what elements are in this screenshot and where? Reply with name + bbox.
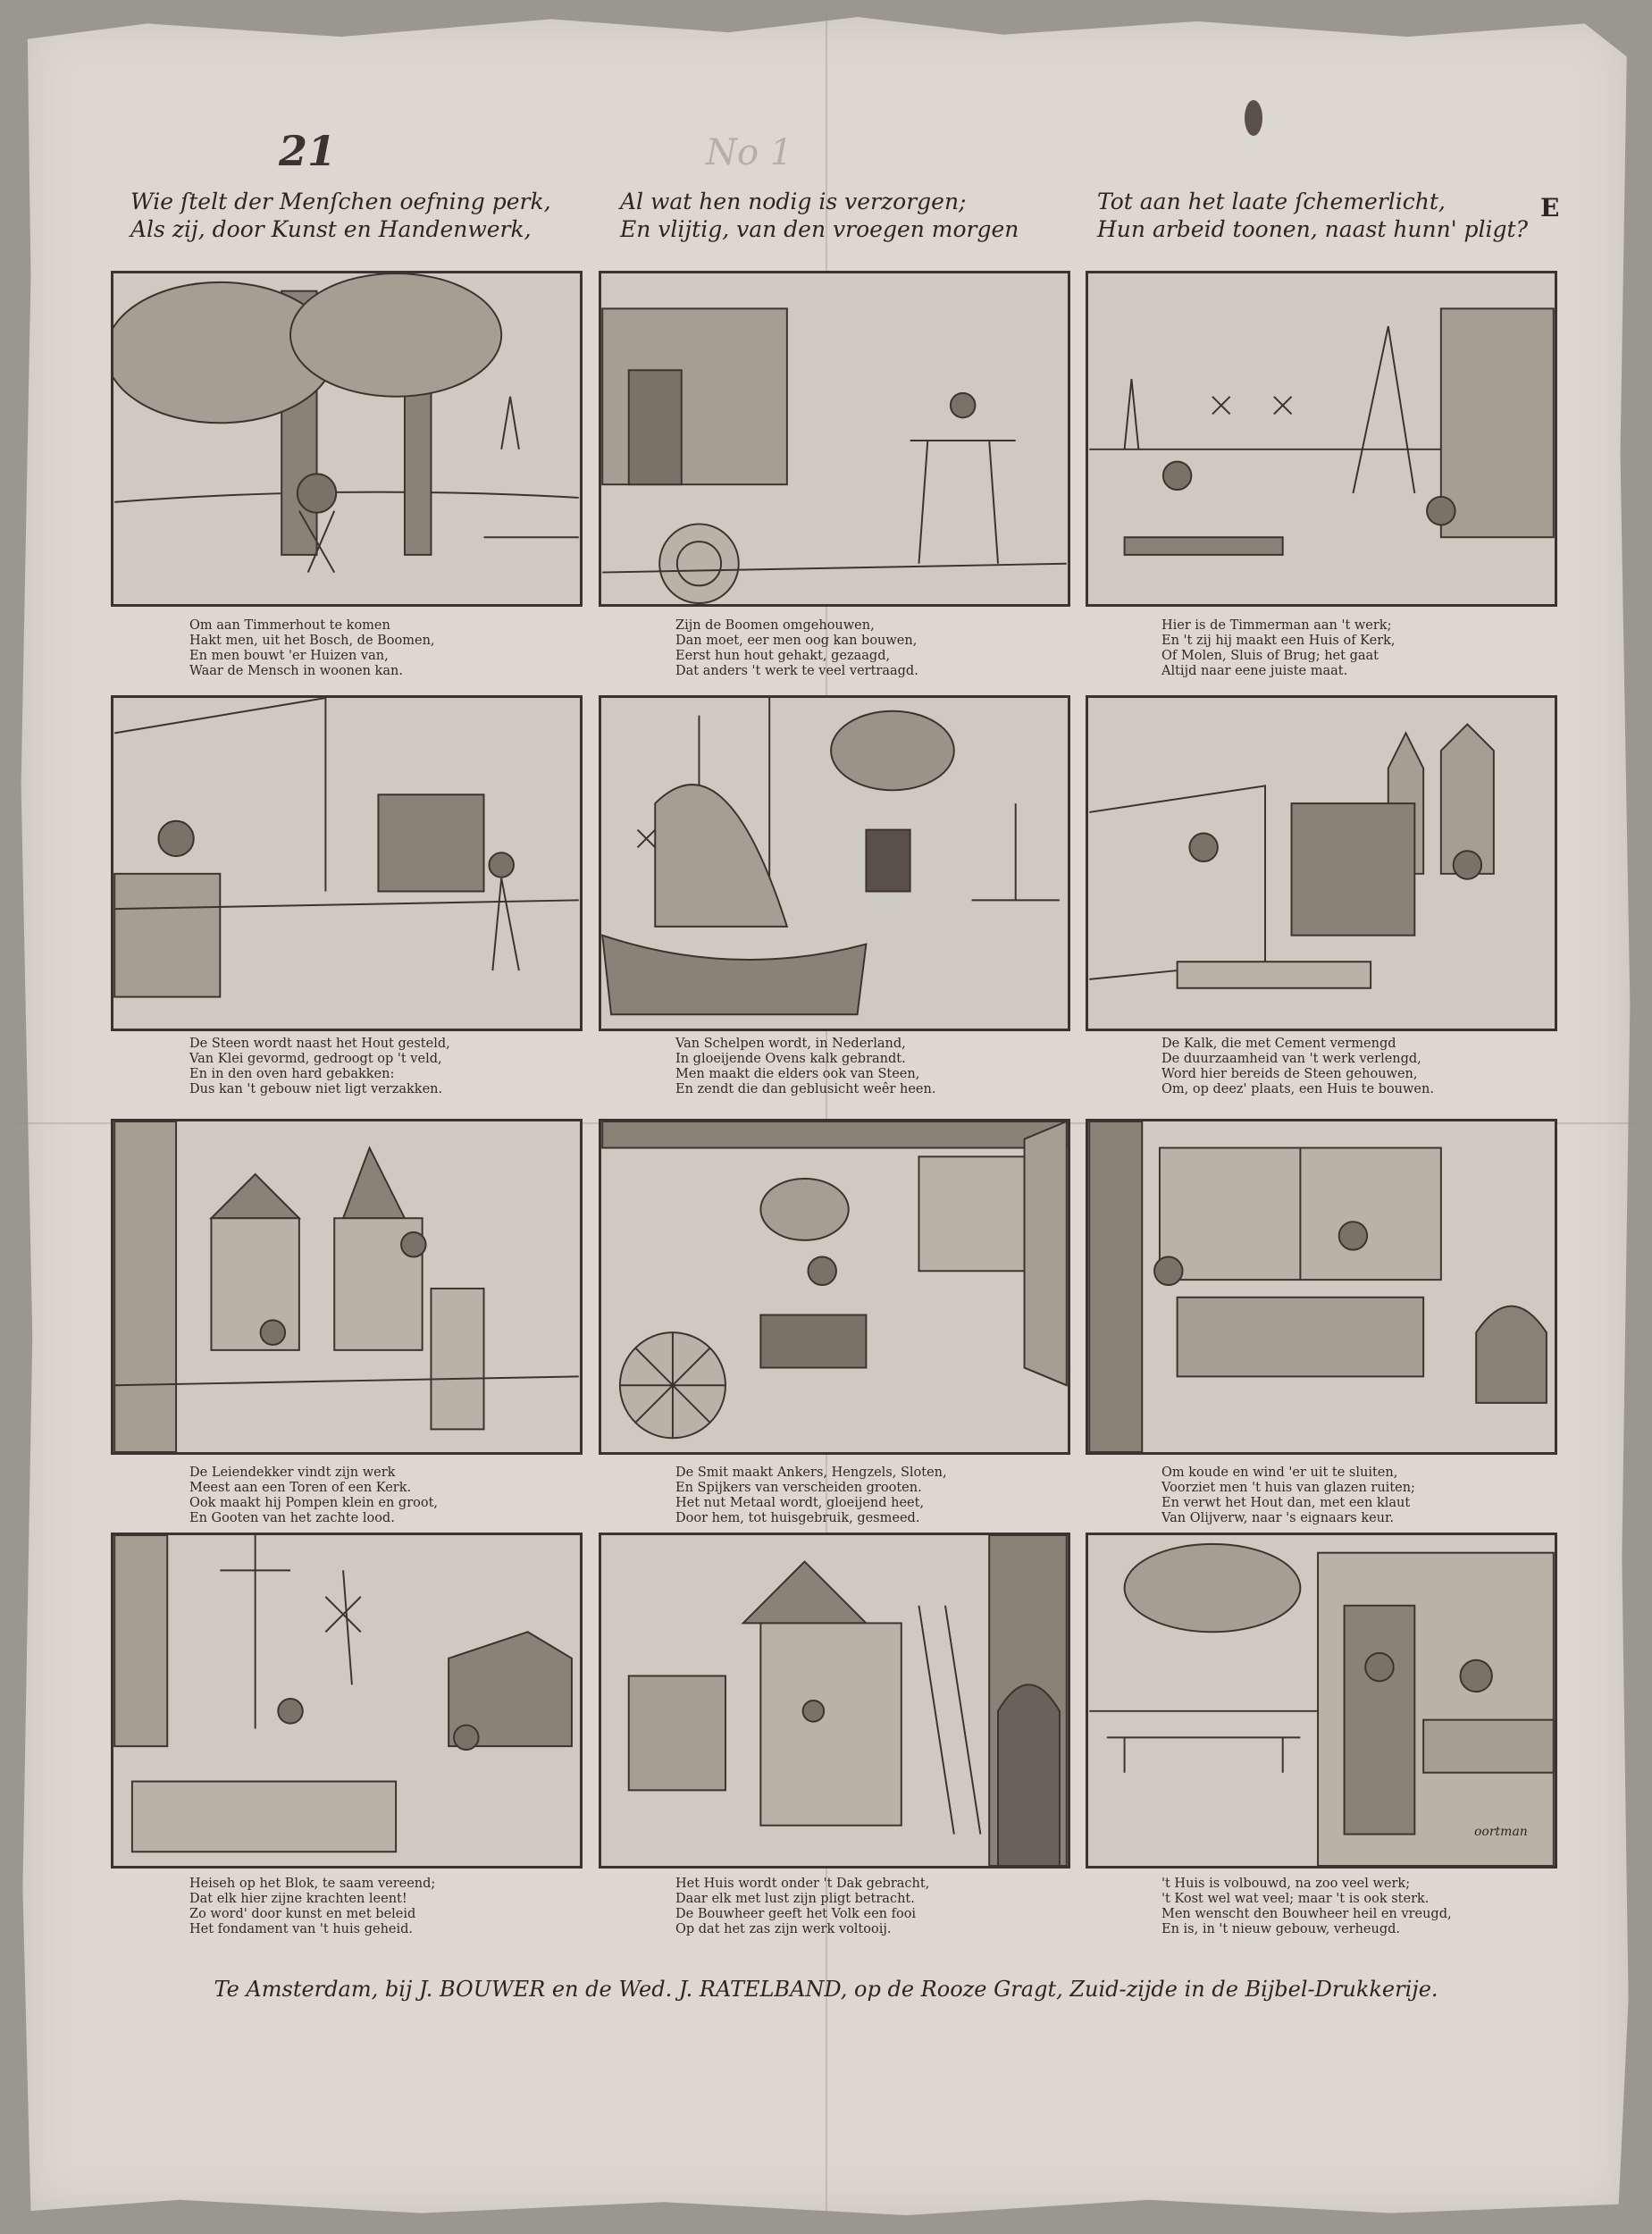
- woodcut-panel-felling-trees: [111, 271, 583, 607]
- woodcut-panel-mason: [1086, 695, 1557, 1031]
- woodcut-illustration: [601, 1121, 1068, 1452]
- woodcut-illustration: [1088, 273, 1555, 604]
- panel-caption-2: Zijn de Boomen omgehouwen, Dan moet, eer men oog kan bouwen, Eerst hun hout gehakt, gezaagd, Dat anders 't werk te veel vertraagd.: [675, 618, 918, 678]
- woodcut-panel-slater: [111, 1119, 583, 1455]
- corner-letter: E: [1540, 193, 1560, 223]
- panel-caption-3: Hier is de Timmerman aan 't werk; En 't zij hij maakt een Huis of Kerk, Of Molen, Sluis of Brug; het gaat Altijd naar eene juiste maat.: [1161, 618, 1396, 678]
- woodcut-illustration: [113, 1535, 580, 1866]
- woodcut-illustration: [1088, 698, 1555, 1029]
- woodcut-panel-sawing-wood: [599, 271, 1070, 607]
- woodcut-illustration: [1088, 1121, 1555, 1452]
- woodcut-illustration: [601, 273, 1068, 604]
- woodcut-illustration: [601, 1535, 1068, 1866]
- ink-blot: [1245, 100, 1262, 136]
- panel-caption-10: Heiseh op het Blok, te saam vereend; Dat elk hier zijne krachten leent! Zo word' door kunst en met beleid Het fondament van 't huis geheid.: [189, 1877, 436, 1936]
- header-verse-3: Tot aan het laate ſchemerlicht, Hun arbeid toonen, naast hunn' pligt?: [1097, 189, 1528, 242]
- panel-caption-9: Om koude en wind 'er uit te sluiten, Voorziet men 't huis van glazen ruiten; En verwt het Hout dan, met een klaut Van Olijverw, naar 's eignaars keur.: [1161, 1466, 1415, 1525]
- woodcut-panel-lime-kiln: [599, 695, 1070, 1031]
- woodcut-panel-brickmaking: [111, 695, 583, 1031]
- woodcut-illustration: [113, 698, 580, 1029]
- woodcut-panel-smith: [599, 1119, 1070, 1455]
- woodcut-panel-glazier: [1086, 1119, 1557, 1455]
- panel-caption-8: De Smit maakt Ankers, Hengzels, Sloten, En Spijkers van verscheiden grooten. Het nut Metaal wordt, gloeijend heet, Door hem, tot huisgebruik, gesmeed.: [675, 1466, 947, 1525]
- woodcut-panel-roofing: [599, 1533, 1070, 1869]
- panel-caption-5: Van Schelpen wordt, in Nederland, In gloeijende Ovens kalk gebrandt. Men maakt die elders ook van Steen, En zendt die dan geblusicht weêr heen.: [675, 1037, 936, 1096]
- woodcut-panel-completed-house: [1086, 1533, 1557, 1869]
- woodcut-panel-carpenter: [1086, 271, 1557, 607]
- woodcut-illustration: [1088, 1535, 1555, 1866]
- engraver-signature: oortman: [1474, 1825, 1528, 1839]
- panel-caption-7: De Leiendekker vindt zijn werk Meest aan een Toren of een Kerk. Ook maakt hij Pompen klein en groot, En Gooten van het zachte lood.: [189, 1466, 439, 1525]
- publisher-imprint: Te Amsterdam, bij J. BOUWER en de Wed. J. RATELBAND, op de Rooze Gragt, Zuid-zijde in de Bijbel-Drukkerije.: [214, 1977, 1438, 2002]
- header-verse-1: Wie ſtelt der Menſchen oefning perk, Als zij, door Kunst en Handenwerk,: [130, 189, 551, 242]
- panel-caption-11: Het Huis wordt onder 't Dak gebracht, Daar elk met lust zijn pligt betracht. De Bouwheer geeft het Volk een fooi Op dat het zas zijn werk voltooij.: [675, 1877, 930, 1936]
- panel-caption-12: 't Huis is volbouwd, na zoo veel werk; 't Kost wel wat veel; maar 't is ook sterk. Men wenscht den Bouwheer heil en vreugd, En is, in 't nieuw gebouw, verheugd.: [1161, 1877, 1452, 1936]
- header-verse-2: Al wat hen nodig is verzorgen; En vlijtig, van den vroegen morgen: [620, 189, 1019, 242]
- woodcut-illustration: [113, 273, 580, 604]
- woodcut-illustration: [113, 1121, 580, 1452]
- handwritten-number: 21: [279, 127, 337, 175]
- woodcut-illustration: [601, 698, 1068, 1029]
- faint-handwritten-mark: No 1: [706, 132, 793, 173]
- panel-caption-4: De Steen wordt naast het Hout gesteld, Van Klei gevormd, gedroogt op 't veld, En in den oven hard gebakken: Dus kan 't gebouw niet ligt verzakken.: [189, 1037, 450, 1096]
- panel-caption-1: Om aan Timmerhout te komen Hakt men, uit het Bosch, de Boomen, En men bouwt 'er Huizen van, Waar de Mensch in woonen kan.: [189, 618, 435, 678]
- woodcut-panel-pile-driving: [111, 1533, 583, 1869]
- panel-caption-6: De Kalk, die met Cement vermengd De duurzaamheid van 't werk verlengd, Word hier bereids de Steen gehouwen, Om, op deez' plaats, een Huis te bouwen.: [1161, 1037, 1434, 1096]
